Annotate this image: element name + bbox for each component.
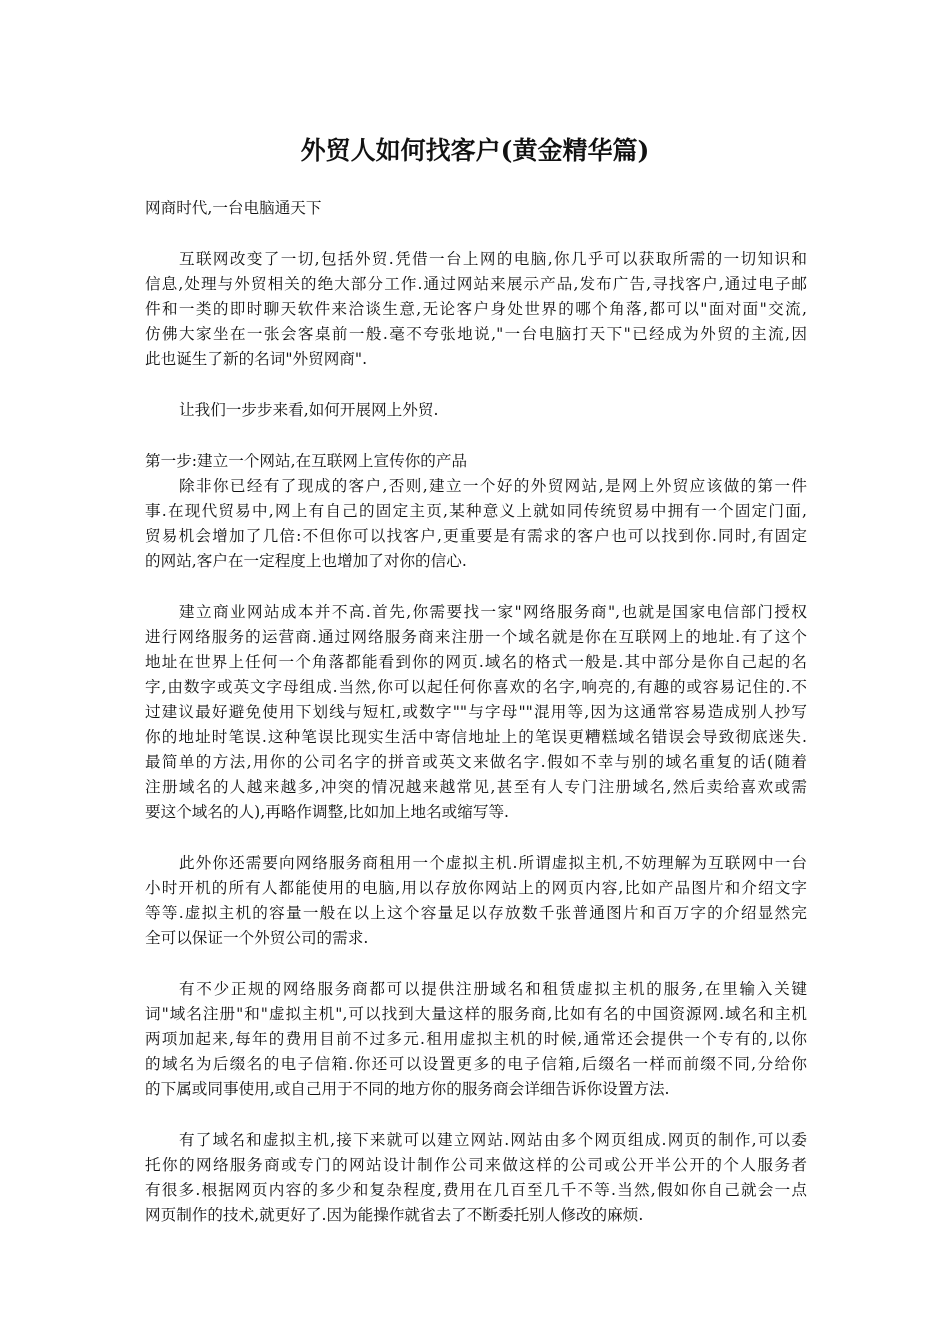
text-line: 进行网络服务的运营商.通过网络服务商来注册一个域名就是你在互联网上的地址.有了这个 xyxy=(145,628,807,646)
paragraph-build-pages xyxy=(145,1128,807,1228)
text-line: 的域名为后缀名的电子信箱.你还可以设置更多的电子信箱,后缀名一样而前缀不同,分给你 xyxy=(145,1055,807,1073)
text-line: 网页制作的技术,就更好了.因为能操作就省去了不断委托别人修改的麻烦. xyxy=(145,1206,644,1224)
text-line: 地址在世界上任何一个角落都能看到你的网页.域名的格式一般是.其中部分是你自己起的名 xyxy=(145,653,807,671)
text-line: 信息,处理与外贸相关的绝大部分工作.通过网站来展示产品,发布广告,寻找客户,通过电子邮 xyxy=(145,275,807,293)
text-line: 全可以保证一个外贸公司的需求. xyxy=(145,929,369,947)
text-line: 让我们一步步来看,如何开展网上外贸. xyxy=(179,401,439,419)
text-line: 仿佛大家坐在一张会客桌前一般.毫不夸张地说,"一台电脑打天下"已经成为外贸的主流,因 xyxy=(145,325,807,343)
paragraph-intro-heading xyxy=(145,196,807,221)
text-line: 等等.虚拟主机的容量一般在以上这个容量足以存放数千张普通图片和百万字的介绍显然完 xyxy=(145,904,807,922)
section-heading-step-one xyxy=(145,449,807,474)
text-line: 两项加起来,每年的费用目前不过多元.租用虚拟主机的时候,通常还会提供一个专有的,以你 xyxy=(145,1030,807,1048)
text-line: 件和一类的即时聊天软件来洽谈生意,无论客户身处世界的哪个角落,都可以"面对面"交流, xyxy=(145,300,807,318)
text-line: 你的地址时笔误.这种笔误比现实生活中寄信地址上的笔误更糟糕域名错误会导致彻底迷失. xyxy=(145,728,807,746)
text-line: 小时开机的所有人都能使用的电脑,用以存放你网站上的网页内容,比如产品图片和介绍文字 xyxy=(145,879,807,897)
text-line: 托你的网络服务商或专门的网站设计制作公司来做这样的公司或公开半公开的个人服务者 xyxy=(145,1156,807,1174)
text-line: 有很多.根据网页内容的多少和复杂程度,费用在几百至几千不等.当然,假如你自己就会一点 xyxy=(145,1181,807,1199)
text-line: 要这个域名的人),再略作调整,比如加上地名或缩写等. xyxy=(145,803,510,821)
text-line: 最简单的方法,用你的公司名字的拼音或英文来做名字.假如不幸与别的域名重复的话(随着 xyxy=(145,753,807,771)
paragraph-virtual-host xyxy=(145,851,807,951)
text-line: 除非你已经有了现成的客户,否则,建立一个好的外贸网站,是网上外贸应该做的第一件 xyxy=(179,477,807,495)
text-line: 网商时代,一台电脑通天下 xyxy=(145,199,322,217)
text-line: 的网站,客户在一定程度上也增加了对你的信心. xyxy=(145,552,467,570)
text-line: 有了域名和虚拟主机,接下来就可以建立网站.网站由多个网页组成.网页的制作,可以委 xyxy=(179,1131,807,1149)
document-body xyxy=(145,196,807,1254)
paragraph-internet-changes-trade xyxy=(145,247,807,372)
paragraph-build-website xyxy=(145,474,807,574)
paragraph-step-by-step xyxy=(145,398,807,423)
text-line: 贸易机会增加了几倍:不但你可以找客户,更重要是有需求的客户也可以找到你.同时,有固定 xyxy=(145,527,807,545)
text-line: 注册域名的人越来越多,冲突的情况越来越常见,甚至有人专门注册域名,然后卖给喜欢或需 xyxy=(145,778,807,796)
page-title: 外贸人如何找客户(黄金精华篇) xyxy=(300,136,650,165)
paragraph-service-providers xyxy=(145,977,807,1102)
text-line: 事.在现代贸易中,网上有自己的固定主页,某种意义上就如同传统贸易中拥有一个固定门面, xyxy=(145,502,807,520)
text-line: 字,由数字或英文字母组成.当然,你可以起任何你喜欢的名字,响亮的,有趣的或容易记住的.不 xyxy=(145,678,807,696)
text-line: 词"域名注册"和"虚拟主机",可以找到大量这样的服务商,比如有名的中国资源网.域名和主机 xyxy=(145,1005,807,1023)
text-line: 此外你还需要向网络服务商租用一个虚拟主机.所谓虚拟主机,不妨理解为互联网中一台 xyxy=(179,854,807,872)
text-line: 有不少正规的网络服务商都可以提供注册域名和租赁虚拟主机的服务,在里输入关键 xyxy=(179,980,807,998)
text-line: 此也诞生了新的名词"外贸网商". xyxy=(145,350,368,368)
text-line: 第一步:建立一个网站,在互联网上宣传你的产品 xyxy=(145,452,468,470)
text-line: 过建议最好避免使用下划线与短杠,或数字""与字母""混用等,因为这通常容易造成别人抄写 xyxy=(145,703,807,721)
text-line: 互联网改变了一切,包括外贸.凭借一台上网的电脑,你几乎可以获取所需的一切知识和 xyxy=(179,250,807,268)
text-line: 的下属或同事使用,或自己用于不同的地方你的服务商会详细告诉你设置方法. xyxy=(145,1080,670,1098)
text-line: 建立商业网站成本并不高.首先,你需要找一家"网络服务商",也就是国家电信部门授权 xyxy=(179,603,807,621)
paragraph-domain-name xyxy=(145,600,807,825)
